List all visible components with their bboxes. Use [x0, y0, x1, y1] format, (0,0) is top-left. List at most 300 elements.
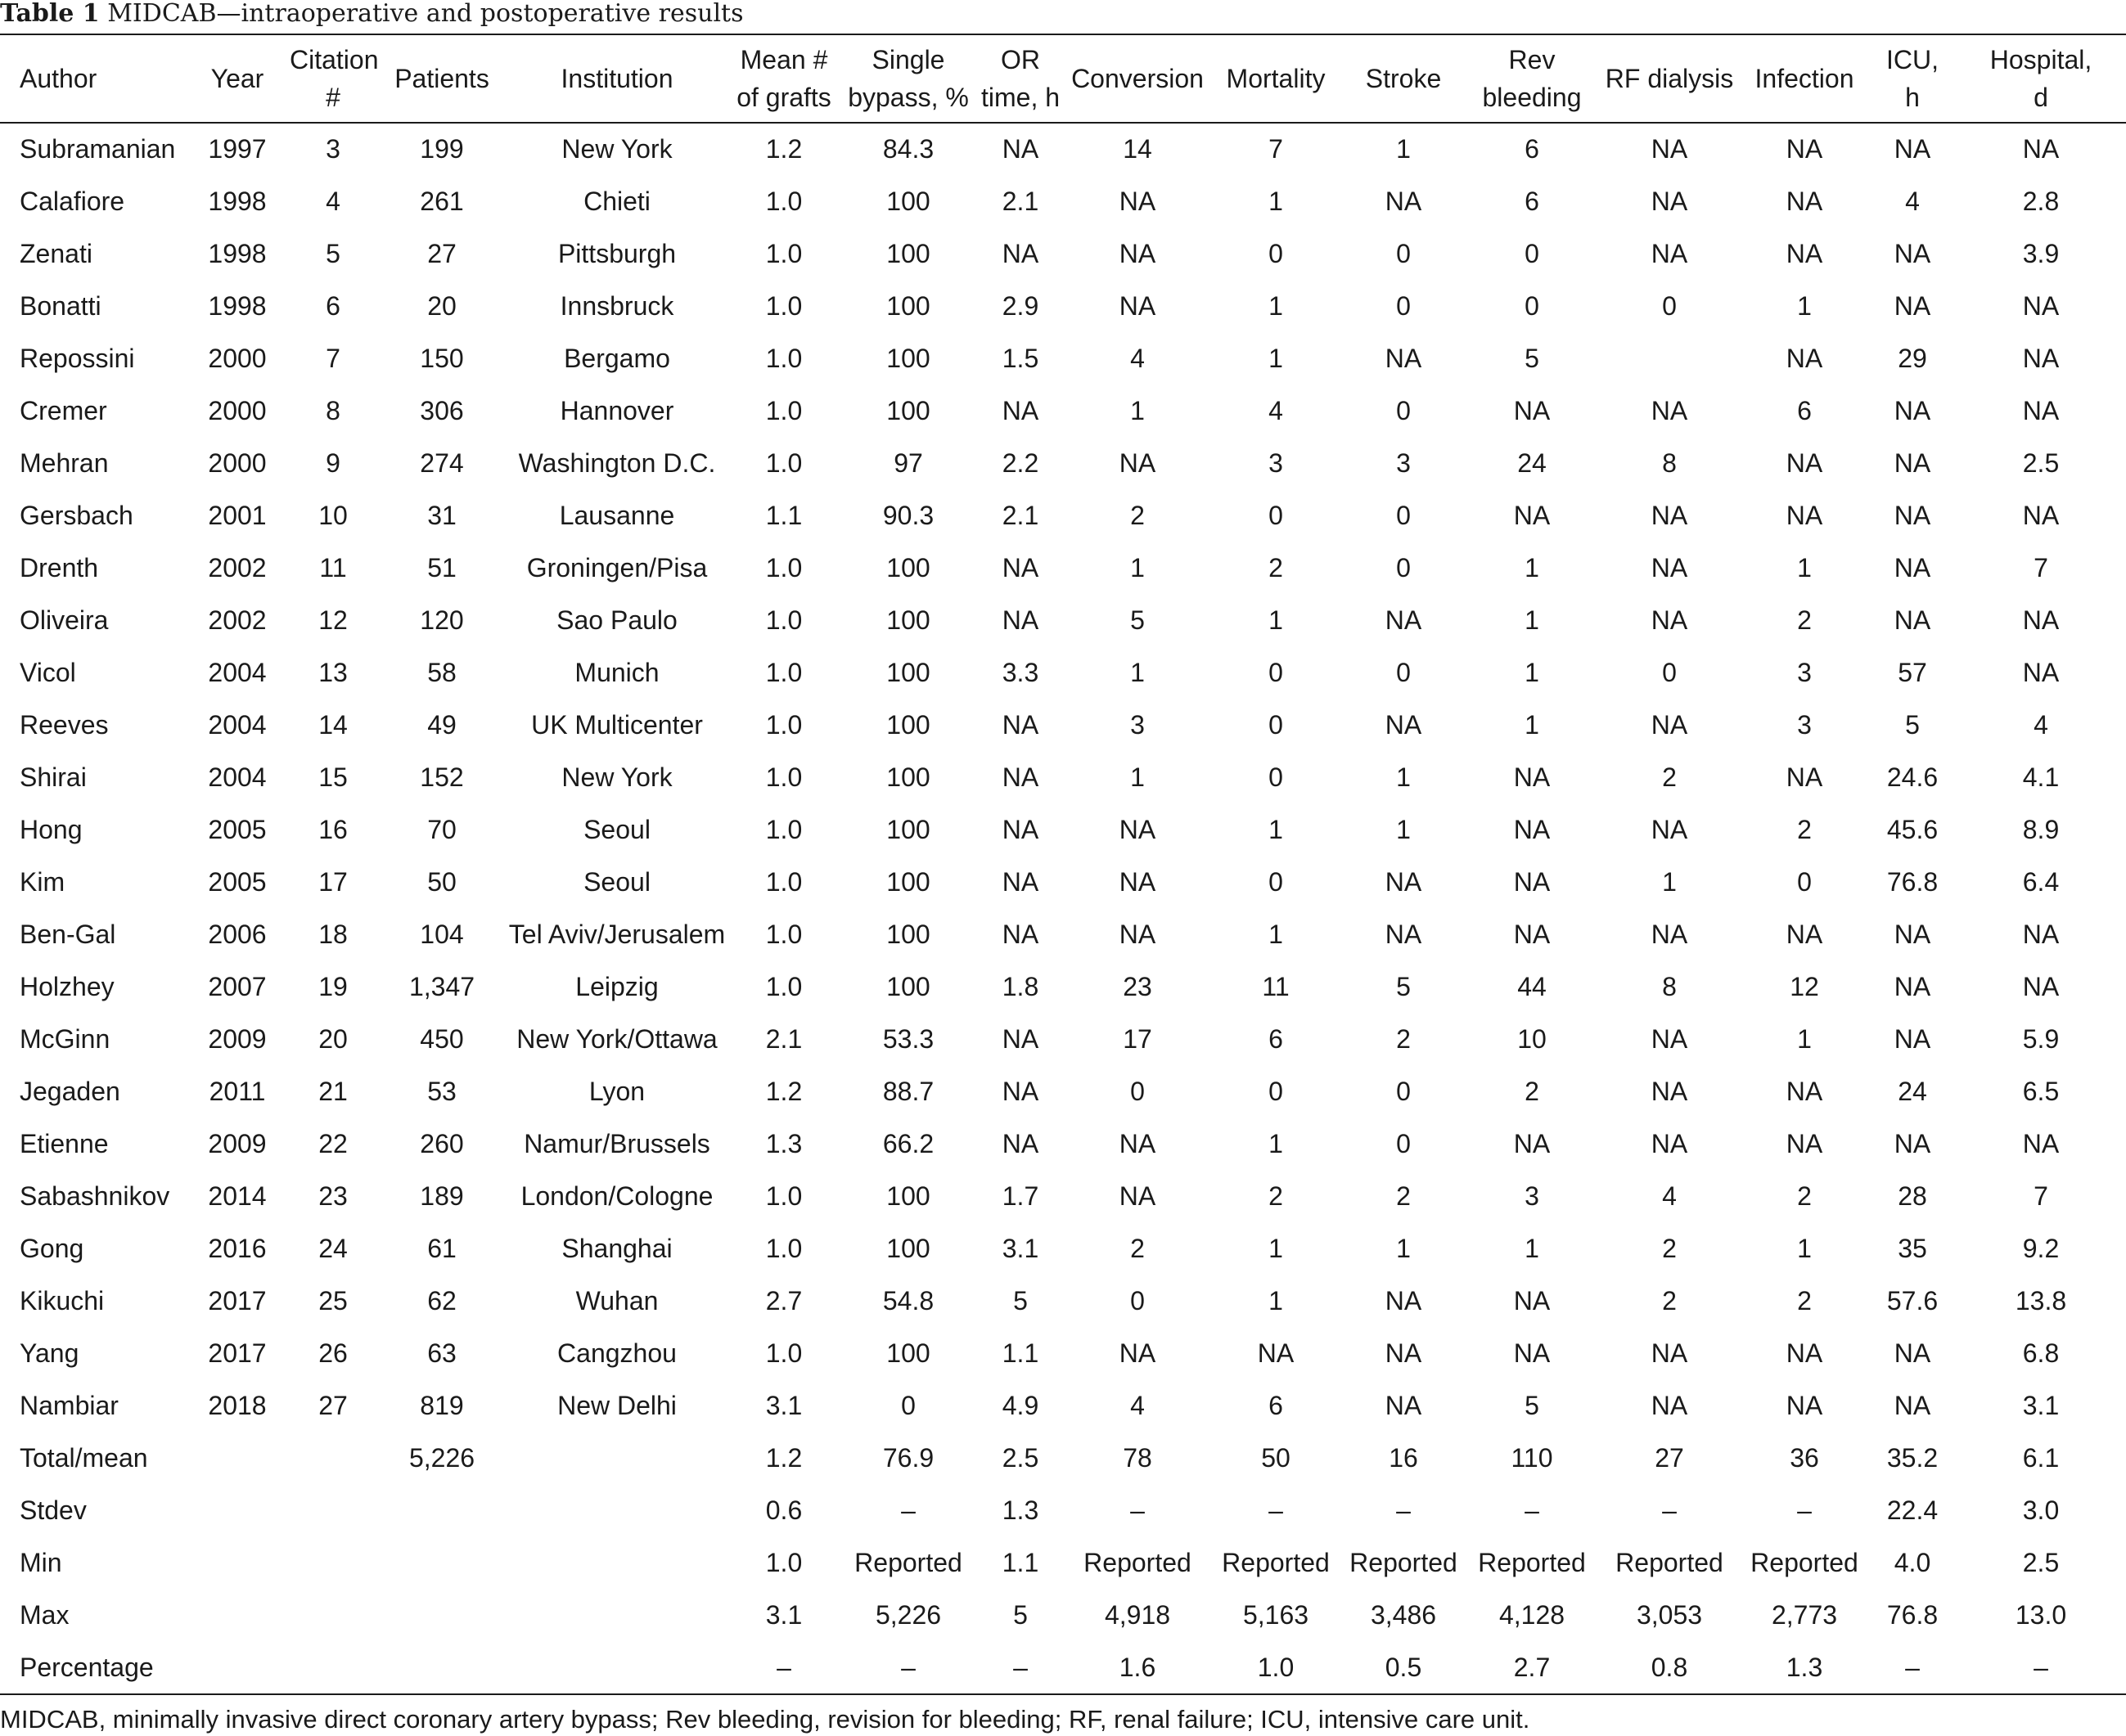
column-header-line: d [2034, 83, 2048, 112]
table-cell: Ben-Gal [20, 920, 116, 949]
table-cell: 1.0 [765, 448, 803, 478]
table-cell: 3.3 [1002, 658, 1039, 687]
table-cell: – [1797, 1495, 1812, 1525]
table-cell: Munich [574, 658, 660, 687]
table-cell: 1.0 [765, 344, 803, 373]
table-cell: NA [1513, 920, 1551, 949]
table-cell: NA [1786, 1391, 1823, 1420]
table-cell: 2.1 [1002, 501, 1039, 530]
table-row [0, 594, 2126, 646]
table-cell: 21 [318, 1077, 348, 1106]
table-cell: 0 [1525, 291, 1539, 321]
table-cell: 1 [1396, 1234, 1411, 1263]
table-caption-label: Table 1 [0, 0, 100, 28]
column-header-line: Hospital, [1989, 45, 2092, 74]
column-header [376, 34, 507, 123]
table-cell: NA [1002, 605, 1039, 635]
table-cell [185, 1641, 290, 1693]
table-cell: 2018 [208, 1391, 267, 1420]
table-cell: 1.0 [765, 815, 803, 844]
table-cell: NA [1651, 239, 1688, 268]
table-cell: 110 [1511, 1443, 1553, 1473]
table-cell: Innsbruck [560, 291, 674, 321]
table-cell: NA [1002, 920, 1039, 949]
table-cell: – [2034, 1653, 2048, 1682]
table-cell: Zenati [20, 239, 92, 268]
table-cell: 152 [420, 762, 464, 792]
table-row [0, 1275, 2126, 1327]
table-cell: 3,053 [1636, 1600, 1703, 1630]
table-cell: 76.8 [1886, 1600, 1939, 1630]
table-cell: 1.7 [1002, 1181, 1039, 1211]
table-cell: NA [1894, 553, 1931, 582]
table-cell: 6 [326, 291, 340, 321]
table-cell: 2009 [208, 1024, 267, 1054]
table-cell: 58 [427, 658, 457, 687]
table-cell: NA [1786, 239, 1823, 268]
table-cell: NA [1651, 920, 1688, 949]
table-row [0, 175, 2126, 227]
table-cell: 50 [1261, 1443, 1290, 1473]
table-cell: NA [1786, 920, 1823, 949]
table-cell: Holzhey [20, 972, 115, 1001]
table-cell: 1.0 [765, 710, 803, 740]
table-cell: NA [1651, 134, 1688, 164]
table-cell: Seoul [583, 815, 651, 844]
header-row [0, 34, 2126, 123]
column-header [1956, 34, 2126, 123]
table-cell: 0 [1662, 291, 1677, 321]
table-row [0, 1379, 2126, 1432]
table-cell: – [1525, 1495, 1539, 1525]
table-cell: 8 [1662, 448, 1677, 478]
table-cell: 27 [318, 1391, 348, 1420]
table-cell: 4 [1905, 187, 1920, 216]
table-cell: Drenth [20, 553, 99, 582]
table-cell [376, 1484, 507, 1536]
table-cell: 2016 [208, 1234, 267, 1263]
table-cell: 1 [1525, 710, 1539, 740]
table-cell: 27 [427, 239, 457, 268]
table-cell: NA [1894, 920, 1931, 949]
table-row [0, 1013, 2126, 1065]
table-cell: NA [2022, 920, 2060, 949]
column-header-line: Rev [1508, 45, 1556, 74]
table-cell: 1997 [208, 134, 267, 164]
column-header [1342, 34, 1465, 123]
table-cell: 0 [1130, 1286, 1145, 1315]
table-cell: 4 [1130, 1391, 1145, 1420]
table-cell: 54.8 [882, 1286, 935, 1315]
table-cell: NA [1385, 605, 1422, 635]
table-cell: 5,226 [875, 1600, 942, 1630]
table-cell: 2.7 [765, 1286, 803, 1315]
table-cell: 100 [886, 658, 930, 687]
table-cell: 25 [318, 1286, 348, 1315]
table-cell: Cangzhou [557, 1338, 677, 1368]
table-cell: 76.8 [1886, 867, 1939, 897]
table-cell: 8.9 [2022, 815, 2060, 844]
table-cell: 70 [427, 815, 457, 844]
table-cell: 66.2 [882, 1129, 935, 1158]
table-cell: 26 [318, 1338, 348, 1368]
table-row [0, 1589, 2126, 1641]
table-cell: NA [1651, 1024, 1688, 1054]
table-cell: Namur/Brussels [524, 1129, 710, 1158]
table-cell: 1.0 [765, 658, 803, 687]
table-cell: McGinn [20, 1024, 110, 1054]
table-cell: 1.8 [1002, 972, 1039, 1001]
column-header-line: bypass, % [848, 83, 969, 112]
table-cell: 1998 [208, 187, 267, 216]
table-cell [507, 1432, 727, 1484]
table-cell: 1.0 [1257, 1653, 1295, 1682]
table-cell: 17 [318, 867, 348, 897]
table-cell: NA [1002, 710, 1039, 740]
table-cell: 2000 [208, 396, 267, 425]
table-cell: 13.8 [2015, 1286, 2067, 1315]
table-cell: Reported [1478, 1548, 1586, 1577]
table-cell: – [1130, 1495, 1145, 1525]
table-cell: 260 [420, 1129, 464, 1158]
table-cell: 0 [1396, 1077, 1411, 1106]
table-cell: NA [1002, 867, 1039, 897]
table-cell: 1.3 [1002, 1495, 1039, 1525]
column-header-line: # [326, 83, 340, 112]
table-cell: 53.3 [882, 1024, 935, 1054]
table-cell: 35.2 [1886, 1443, 1939, 1473]
table-row [0, 1118, 2126, 1170]
column-header [1599, 34, 1740, 123]
table-row [0, 1065, 2126, 1118]
table-cell: 4.9 [1002, 1391, 1039, 1420]
table-cell: 100 [886, 239, 930, 268]
table-cell: 3 [1797, 658, 1812, 687]
table-cell: Calafiore [20, 187, 125, 216]
table-cell: Reported [1615, 1548, 1723, 1577]
table-cell: 1 [1525, 1234, 1539, 1263]
table-cell: 57 [1898, 658, 1927, 687]
table-cell: 120 [420, 605, 464, 635]
table-cell: 2 [1525, 1077, 1539, 1106]
table-cell: 2.5 [2022, 1548, 2060, 1577]
table-cell: NA [1894, 1024, 1931, 1054]
table-cell: NA [1119, 239, 1156, 268]
table-cell: 5 [1525, 1391, 1539, 1420]
table-cell: 2001 [208, 501, 267, 530]
column-header-line: Year [210, 64, 264, 93]
column-header-line: Patients [394, 64, 489, 93]
table-cell: 2.7 [1513, 1653, 1551, 1682]
table-cell: 150 [420, 344, 464, 373]
table-cell: NA [1513, 762, 1551, 792]
table-cell: 2.5 [1002, 1443, 1039, 1473]
table-cell: 3 [1396, 448, 1411, 478]
table-cell: 1.0 [765, 920, 803, 949]
table-cell: 4.1 [2022, 762, 2060, 792]
table-cell: – [1013, 1653, 1028, 1682]
column-header [507, 34, 727, 123]
table-cell: 1 [1130, 658, 1145, 687]
table-cell: 4 [1662, 1181, 1677, 1211]
table-cell: 2 [1662, 1234, 1677, 1263]
table-cell: 2 [1130, 501, 1145, 530]
table-cell: NA [1786, 1338, 1823, 1368]
table-cell: 6.8 [2022, 1338, 2060, 1368]
table-cell: Repossini [20, 344, 135, 373]
table-cell: Yang [20, 1338, 79, 1368]
table-cell: 1.1 [765, 501, 803, 530]
table-cell: 1.0 [765, 1234, 803, 1263]
column-header [841, 34, 975, 123]
table-cell: 1.2 [765, 134, 803, 164]
table-cell: 1.0 [765, 1548, 803, 1577]
table-cell: 100 [886, 1338, 930, 1368]
table-cell: 1 [1268, 605, 1283, 635]
table-row [0, 1641, 2126, 1693]
table-cell: NA [1385, 1391, 1422, 1420]
table-cell: 24 [318, 1234, 348, 1263]
table-row [0, 489, 2126, 542]
table-cell: 2000 [208, 448, 267, 478]
table-cell: – [901, 1653, 916, 1682]
table-cell: Bergamo [564, 344, 670, 373]
table-cell: 51 [427, 553, 457, 582]
table-cell: NA [2022, 658, 2060, 687]
table-cell: 100 [886, 396, 930, 425]
table-cell: 0.5 [1385, 1653, 1422, 1682]
table-cell: 1 [1268, 187, 1283, 216]
table-cell: NA [1385, 1286, 1422, 1315]
table-cell: NA [1651, 553, 1688, 582]
table-cell: 1998 [208, 291, 267, 321]
table-cell [290, 1484, 376, 1536]
table-cell: 23 [318, 1181, 348, 1211]
table-cell: Shirai [20, 762, 87, 792]
table-cell: 9 [326, 448, 340, 478]
table-cell: 4.0 [1894, 1548, 1931, 1577]
table-cell: 1 [1525, 553, 1539, 582]
table-cell: 5,163 [1242, 1600, 1309, 1630]
table-cell: NA [1651, 1391, 1688, 1420]
table-cell: 5 [1525, 344, 1539, 373]
table-cell: 1.0 [765, 239, 803, 268]
table-cell: 2 [1268, 1181, 1283, 1211]
table-cell: NA [1894, 134, 1931, 164]
table-cell: 2007 [208, 972, 267, 1001]
table-cell: NA [1651, 605, 1688, 635]
table-cell: NA [1651, 501, 1688, 530]
table-cell: 2002 [208, 605, 267, 635]
table-cell: 2 [1662, 762, 1677, 792]
table-cell: 6.5 [2022, 1077, 2060, 1106]
table-cell: 14 [1123, 134, 1152, 164]
table-cell: 28 [1898, 1181, 1927, 1211]
table-cell: 2006 [208, 920, 267, 949]
table-cell: Lyon [588, 1077, 646, 1106]
table-cell: NA [1651, 1129, 1688, 1158]
table-cell [185, 1432, 290, 1484]
table-cell: NA [1119, 815, 1156, 844]
table-cell: 19 [318, 972, 348, 1001]
table-cell: 6 [1268, 1024, 1283, 1054]
table-cell: NA [1385, 710, 1422, 740]
table-cell: 0 [1662, 658, 1677, 687]
table-cell: New York/Ottawa [516, 1024, 718, 1054]
table-cell: NA [1385, 344, 1422, 373]
table-cell: 3 [1130, 710, 1145, 740]
table-cell: 2 [1396, 1024, 1411, 1054]
table-cell: 8 [1662, 972, 1677, 1001]
table-row [0, 1222, 2126, 1275]
table-cell [507, 1484, 727, 1536]
table-cell: 24 [1517, 448, 1547, 478]
table-cell: 57.6 [1886, 1286, 1939, 1315]
table-cell: 4 [2034, 710, 2048, 740]
table-cell: 6 [1797, 396, 1812, 425]
table-row [0, 646, 2126, 699]
table-cell: NA [1894, 396, 1931, 425]
table-cell: Oliveira [20, 605, 109, 635]
table-cell: 53 [427, 1077, 457, 1106]
table-cell: 3.1 [1002, 1234, 1039, 1263]
table-cell: 88.7 [882, 1077, 935, 1106]
table-cell: 97 [894, 448, 923, 478]
table-cell: NA [1513, 815, 1551, 844]
table-cell: 2 [1797, 815, 1812, 844]
table-cell: 45.6 [1886, 815, 1939, 844]
table-cell: 35 [1898, 1234, 1927, 1263]
table-cell: NA [1119, 448, 1156, 478]
table-cell: Total/mean [20, 1443, 148, 1473]
column-header-line: Single [872, 45, 945, 74]
table-cell: Lausanne [559, 501, 675, 530]
table-cell: – [1268, 1495, 1283, 1525]
table-cell: 1.2 [765, 1443, 803, 1473]
table-cell: 0 [1268, 501, 1283, 530]
table-cell: 1 [1396, 134, 1411, 164]
table-cell: Nambiar [20, 1391, 119, 1420]
table-cell: 261 [420, 187, 464, 216]
table-cell: 7 [1268, 134, 1283, 164]
table-cell: 3.1 [2022, 1391, 2060, 1420]
table-cell: 0 [1130, 1077, 1145, 1106]
column-header-line: OR [1001, 45, 1040, 74]
table-cell: 14 [318, 710, 348, 740]
table-cell: NA [1119, 187, 1156, 216]
table-cell: 2.1 [1002, 187, 1039, 216]
table-cell: NA [1119, 1181, 1156, 1211]
table-cell: Leipzig [575, 972, 659, 1001]
table-row [0, 960, 2126, 1013]
table-cell: 13.0 [2015, 1600, 2067, 1630]
table-cell: 20 [318, 1024, 348, 1054]
table-cell: – [1396, 1495, 1411, 1525]
table-cell: 100 [886, 1181, 930, 1211]
table-cell: NA [1513, 1129, 1551, 1158]
table-cell: 5.9 [2022, 1024, 2060, 1054]
table-cell: NA [1894, 1129, 1931, 1158]
table-cell: 100 [886, 920, 930, 949]
table-cell: 3 [326, 134, 340, 164]
table-cell: 2005 [208, 867, 267, 897]
table-cell: 6.4 [2022, 867, 2060, 897]
table-cell: Bonatti [20, 291, 101, 321]
table-cell: 0 [1396, 658, 1411, 687]
table-cell: NA [1786, 134, 1823, 164]
table-cell [376, 1641, 507, 1693]
table-cell: 100 [886, 344, 930, 373]
table-cell: NA [1786, 1077, 1823, 1106]
table-cell: 2000 [208, 344, 267, 373]
table-cell: NA [1002, 1077, 1039, 1106]
table-cell: – [1905, 1653, 1920, 1682]
table-cell: 1.0 [765, 396, 803, 425]
table-cell: 3 [1525, 1181, 1539, 1211]
table-caption [0, 0, 744, 33]
table-cell: 1.1 [1002, 1548, 1039, 1577]
table-cell: 3 [1268, 448, 1283, 478]
table-row [0, 1536, 2126, 1589]
table-cell: 1.3 [1786, 1653, 1823, 1682]
table-cell: Washington D.C. [518, 448, 716, 478]
table-cell: NA [2022, 605, 2060, 635]
table-cell: Tel Aviv/Jerusalem [508, 920, 726, 949]
table-cell: 6 [1525, 134, 1539, 164]
table-cell: 5 [1013, 1600, 1028, 1630]
table-cell: 6.1 [2022, 1443, 2060, 1473]
table-cell: New York [561, 762, 673, 792]
table-cell: 3,486 [1370, 1600, 1437, 1630]
table-cell: NA [1513, 1286, 1551, 1315]
table-row [0, 1484, 2126, 1536]
table-cell: 1.3 [765, 1129, 803, 1158]
table-cell: 18 [318, 920, 348, 949]
column-header [1740, 34, 1869, 123]
column-header-line: Infection [1754, 64, 1854, 93]
table-cell: 1.0 [765, 291, 803, 321]
table-cell: Subramanian [20, 134, 176, 164]
table-cell: NA [1119, 920, 1156, 949]
table-cell: – [1662, 1495, 1677, 1525]
table-cell [507, 1589, 727, 1641]
table-cell: 84.3 [882, 134, 935, 164]
table-cell: 1.0 [765, 867, 803, 897]
table-cell: Vicol [20, 658, 76, 687]
table-cell: Reported [1222, 1548, 1330, 1577]
table-cell: 1 [1797, 553, 1812, 582]
table-body [0, 123, 2126, 1693]
table-cell: 0 [1525, 239, 1539, 268]
table-cell: 1 [1268, 1234, 1283, 1263]
table-cell: 50 [427, 867, 457, 897]
table-cell: 1.0 [765, 1181, 803, 1211]
table-cell: 1 [1797, 291, 1812, 321]
table-cell: 2.1 [765, 1024, 803, 1054]
table-cell: 2004 [208, 658, 267, 687]
table-cell: – [777, 1653, 791, 1682]
column-header-line: RF dialysis [1605, 64, 1734, 93]
table-cell: 1 [1268, 1286, 1283, 1315]
table-cell: 29 [1898, 344, 1927, 373]
table-cell: 100 [886, 553, 930, 582]
column-header [0, 34, 185, 123]
table-cell: 100 [886, 815, 930, 844]
table-cell: NA [1894, 972, 1931, 1001]
table-cell: 17 [1123, 1024, 1152, 1054]
table-cell: 4,918 [1104, 1600, 1171, 1630]
table-cell: 24.6 [1886, 762, 1939, 792]
